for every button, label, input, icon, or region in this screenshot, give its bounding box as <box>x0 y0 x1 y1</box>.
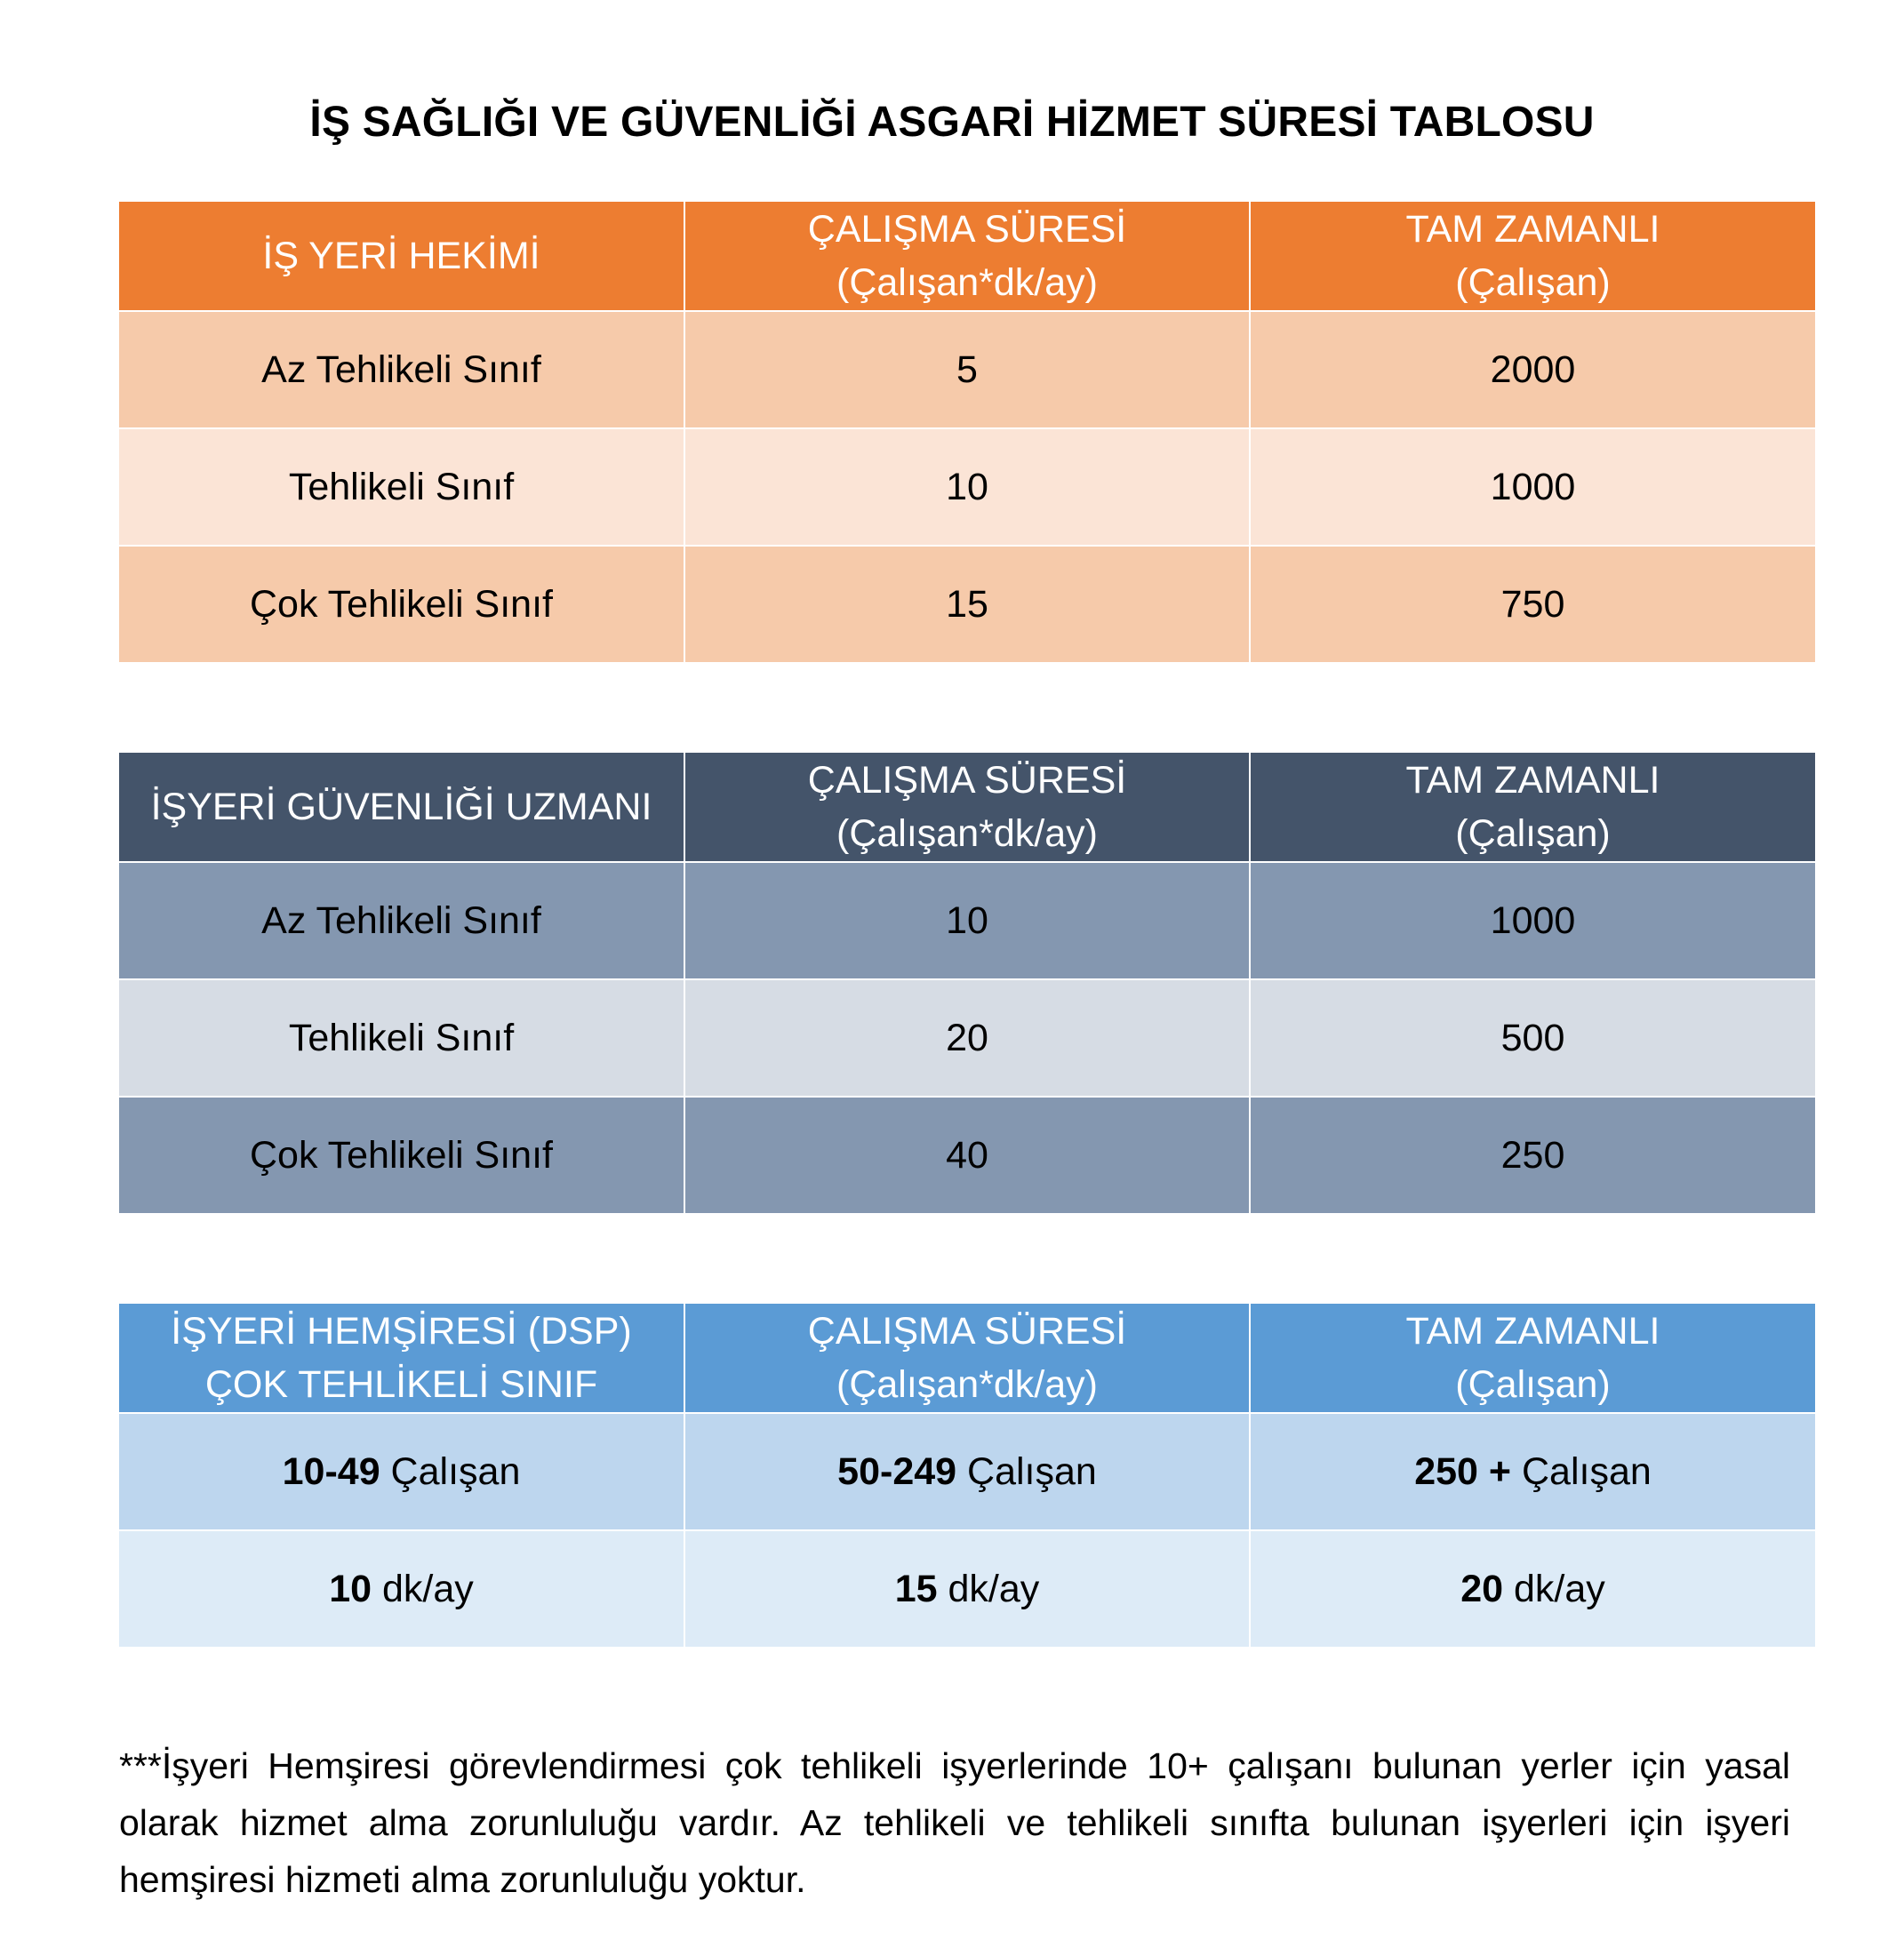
header-cell-fulltime: TAM ZAMANLI (Çalışan) <box>1250 202 1815 311</box>
duration-cell: 40 <box>684 1097 1250 1213</box>
duration-cell: 20 <box>684 979 1250 1097</box>
duration-cell: 10 <box>684 428 1250 546</box>
duration-cell: 10 <box>684 862 1250 979</box>
table-header-row <box>119 202 1815 311</box>
minutes-cell: 15 dk/ay <box>684 1530 1250 1647</box>
fulltime-cell: 1000 <box>1250 862 1815 979</box>
header-cell-fulltime: TAM ZAMANLI (Çalışan) <box>1250 753 1815 862</box>
class-cell: Tehlikeli Sınıf <box>119 428 684 546</box>
uzman-table <box>119 753 1815 1213</box>
class-cell: Az Tehlikeli Sınıf <box>119 862 684 979</box>
table-header-row <box>119 1304 1815 1413</box>
table-row <box>119 546 1815 662</box>
minutes-cell: 20 dk/ay <box>1250 1530 1815 1647</box>
table-row <box>119 311 1815 428</box>
header-cell-role: İŞYERİ GÜVENLİĞİ UZMANI <box>119 753 684 862</box>
hemsire-table <box>119 1304 1815 1647</box>
page-title: İŞ SAĞLIĞI VE GÜVENLİĞİ ASGARİ HİZMET SÜRESİ TABLOSU <box>309 99 1595 146</box>
class-cell: Çok Tehlikeli Sınıf <box>119 546 684 662</box>
header-cell-duration: ÇALIŞMA SÜRESİ (Çalışan*dk/ay) <box>684 753 1250 862</box>
fulltime-cell: 2000 <box>1250 311 1815 428</box>
class-cell: Az Tehlikeli Sınıf <box>119 311 684 428</box>
minutes-cell: 10 dk/ay <box>119 1530 684 1647</box>
table-row <box>119 979 1815 1097</box>
header-cell-role: İŞYERİ HEMŞİRESİ (DSP) ÇOK TEHLİKELİ SINIF <box>119 1304 684 1413</box>
hekim-table <box>119 202 1815 662</box>
fulltime-cell: 250 <box>1250 1097 1815 1213</box>
minutes-row <box>119 1530 1815 1647</box>
header-cell-duration: ÇALIŞMA SÜRESİ (Çalışan*dk/ay) <box>684 1304 1250 1413</box>
employee-range-row <box>119 1413 1815 1530</box>
footnote: ***İşyeri Hemşiresi görevlendirmesi çok tehlikeli işyerlerinde 10+ çalışanı bulunan yerler için yasal olarak hizmet alma zorunluluğu vardır. Az tehlikeli ve tehlikeli sınıfta bulunan işyerleri için işyeri hemşiresi hizmeti alma zorunluluğu yoktur. <box>119 1745 1790 1900</box>
employee-range-cell: 250 + Çalışan <box>1250 1413 1815 1530</box>
duration-cell: 15 <box>684 546 1250 662</box>
fulltime-cell: 1000 <box>1250 428 1815 546</box>
class-cell: Çok Tehlikeli Sınıf <box>119 1097 684 1213</box>
employee-range-cell: 50-249 Çalışan <box>684 1413 1250 1530</box>
fulltime-cell: 750 <box>1250 546 1815 662</box>
table-row <box>119 1097 1815 1213</box>
header-cell-fulltime: TAM ZAMANLI (Çalışan) <box>1250 1304 1815 1413</box>
fulltime-cell: 500 <box>1250 979 1815 1097</box>
header-cell-duration: ÇALIŞMA SÜRESİ (Çalışan*dk/ay) <box>684 202 1250 311</box>
table-row <box>119 862 1815 979</box>
duration-cell: 5 <box>684 311 1250 428</box>
table-header-row <box>119 753 1815 862</box>
class-cell: Tehlikeli Sınıf <box>119 979 684 1097</box>
table-row <box>119 428 1815 546</box>
employee-range-cell: 10-49 Çalışan <box>119 1413 684 1530</box>
header-cell-role: İŞ YERİ HEKİMİ <box>119 202 684 311</box>
